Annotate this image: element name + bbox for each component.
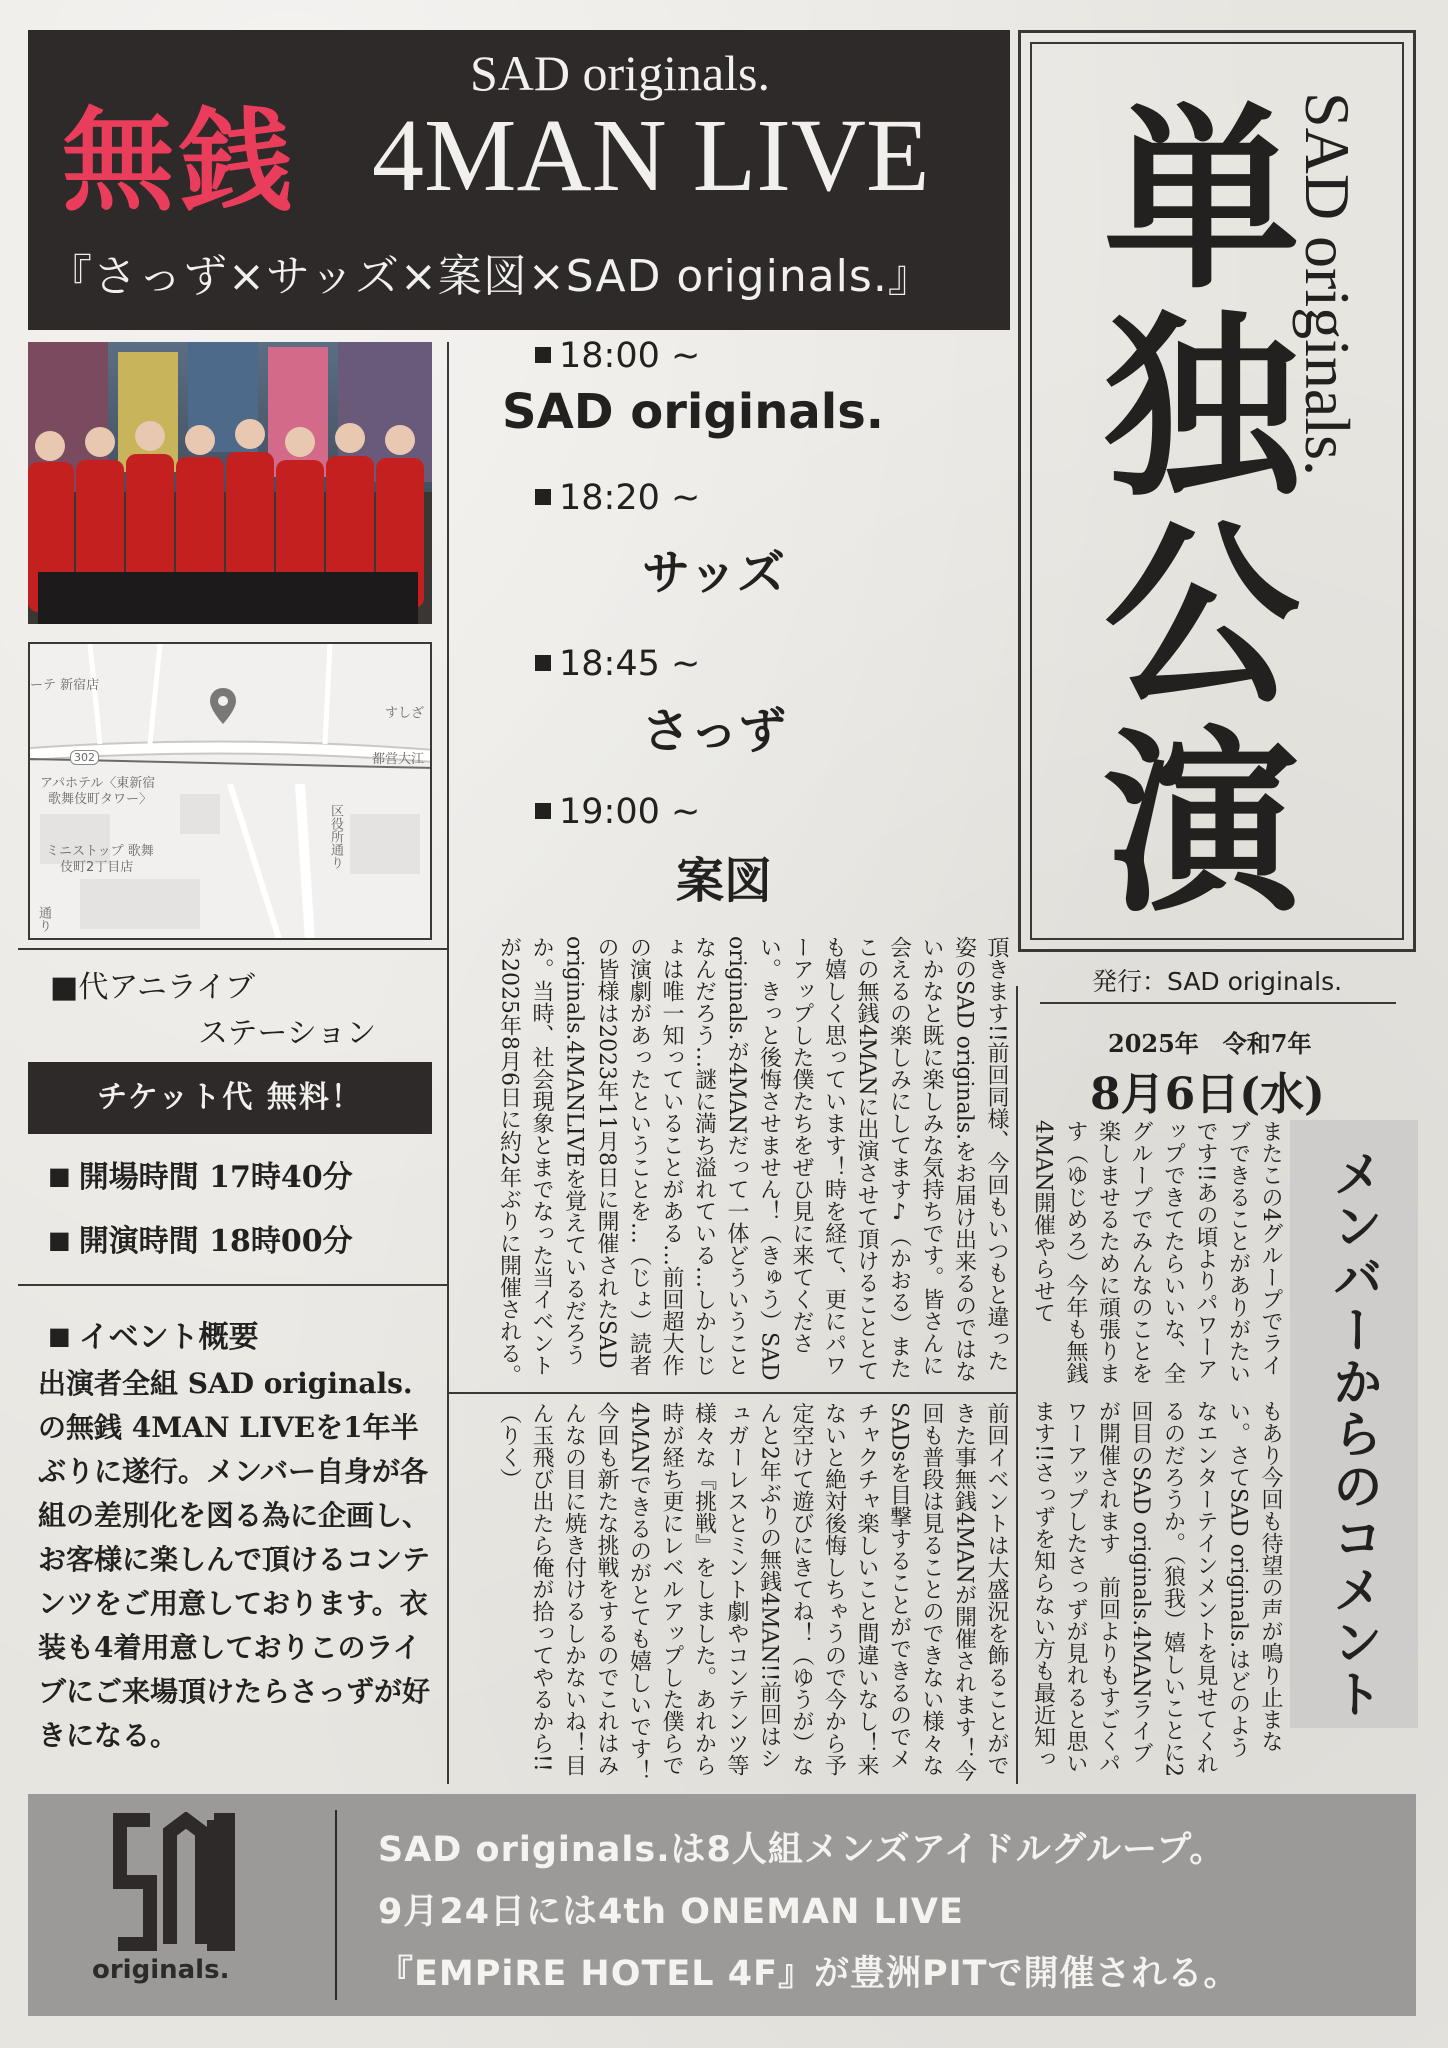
map-label-store: ーテ 新宿店 (30, 678, 100, 693)
footer-divider (335, 1810, 337, 2000)
timetable-act-4: 案図 (676, 853, 773, 909)
column-rule-left (447, 342, 449, 1784)
article-column-lower: 前回イベントは大盛況を飾ることができた事無銭4MANが開催されます！今回も普段は見ることのできない様々なSADsを目撃することができるのでメチャクチャ楽しいこと間違いなし！来ないと絶対後悔しちゃうので今から予定空けて遊びにきてね！（ゆうが）なんと2年ぶりの無銭4MAN!!前回はシュガーレスとミント劇やコンテンツ等様々な『挑戦』をしました。あれから時が経ち更にレベルアップした僕らで4MANできるのがとても嬉しいです！今回も新たな挑戦をするのでこれはみんなの目に焼き付けるしかないね！目ん玉飛び出たら俺が拾ってやるから!!（りく） (496, 1402, 1009, 1782)
map-label-ministop: ミニストップ 歌舞 (46, 844, 154, 859)
map-pin-icon[interactable] (210, 688, 236, 724)
map-label-street: 都営大江 (372, 752, 425, 767)
article-column-right-lower: もあり今回も待望の声が鳴り止まない。さてSAD originals.はどのようなエンターテインメントを見せてくれるのだろうか。（狼我）嬉しいことに2回目のSAD originals.4MANライブが開催されます 前回よりもすごくパワーアップしたさっずが見れると思います!!さっずを知らない方も最近知っ (1030, 1400, 1283, 1777)
timetable-act-1: SAD originals. (502, 384, 885, 440)
venue-name: ■代アニライブ (50, 970, 256, 1005)
overview-title: ■ イベント概要 (48, 1312, 259, 1356)
timetable-time-3: 18:45 ~ (535, 644, 700, 684)
date-rule (1040, 1002, 1396, 1004)
footer-line-3: 『EMPiRE HOTEL 4F』が豊洲PITで開催される。 (378, 1954, 1240, 1994)
footer-line-2: 9月24日には4th ONEMAN LIVE (378, 1892, 964, 1932)
map-label-ministop-2: 伎町2丁目店 (60, 860, 134, 875)
timetable-time-1: 18:00 ~ (535, 336, 700, 376)
ticket-price-badge: チケット代 無料！ (28, 1062, 432, 1134)
column-rule-right (1016, 986, 1018, 1784)
timetable-time-2: 18:20 ~ (535, 478, 700, 518)
issue-year: 2025年 令和7年 (1108, 1029, 1312, 1058)
lineup-text: 『さっず×サッズ×案図×SAD originals.』 (48, 251, 933, 302)
map-label-hotel: アパホテル〈東新宿 (40, 776, 156, 791)
footer-line-1: SAD originals.は8人組メンズアイドルグループ。 (378, 1830, 1226, 1870)
footer-logo-text: originals. (92, 1955, 230, 1985)
overview-rule (18, 1284, 448, 1286)
free-label: 無銭 (62, 96, 298, 227)
map-label-hotel-2: 歌舞伎町タワー〉 (48, 792, 153, 807)
timetable-act-3: さっず (642, 703, 787, 759)
overview-body: 出演者全組 SAD originals.の無銭 4MAN LIVEを1年半ぶりに遂行。メンバー自身が各組の差別化を図る為に企画し、お客様に楽しんで頂けるコンテンツをご用意しております。衣装も4着用意しておりこのライブにご来場頂けたらさっずが好きになる。 (38, 1367, 431, 1752)
comments-title: メンバーからのコメント (1325, 1148, 1383, 1720)
group-photo (28, 342, 432, 624)
article-column-upper: 頂きます!!前回同様、今回もいつもと違った姿のSAD originals.をお届け出来るのではないかなと既に楽しみな気持ちです。皆さんに会えるの楽しみにしてます♪（かおる）またこの無銭4MANに出演させて頂けることとても嬉しく思っています！時を経て、更にパワーアップした僕たちをぜひ見に来てください。きっと後悔させません！（きゅう）SAD originals.が4MANだって一体どういうことなんだろう…謎に満ち溢れている…しかしじょは唯一知っていることがある…前回超大作の演劇があったということを…（じょ）読者の皆様は2023年11月8日に開催されたSAD originals.4MANLIVEを覚えているだろうか。当時、社会現象とまでなった当イベントが2025年8月6日に約2年ぶりに開催される。 (496, 936, 1009, 1386)
masthead-headline: 単独公演 (1071, 96, 1299, 928)
sad-logo-icon (110, 1812, 236, 1954)
start-time: ■ 開演時間 18時00分 (48, 1216, 353, 1260)
open-time: ■ 開場時間 17時40分 (48, 1152, 353, 1196)
publisher: 発行：SAD originals. (1092, 967, 1343, 996)
venue-name-2: ステーション (198, 1016, 377, 1051)
map-label-sushi: すしざ (385, 706, 425, 721)
title-subtitle: SAD originals. (470, 45, 770, 101)
page-title: 4MAN LIVE (372, 98, 930, 213)
timetable-time-4: 19:00 ~ (535, 792, 700, 832)
group-photo-illustration (28, 342, 432, 624)
map-route-badge: 302 (70, 750, 99, 765)
info-rule (18, 948, 448, 950)
article-column-right: またこの4グループでライブできることがありがたいです!!あの頃よりパワーアップできてたらいいな、全グループでみんなのことを楽しませるために頑張ります（ゆじめろ）今年も無銭4MAN開催やらせて (1030, 1120, 1283, 1384)
issue-date: 8月6日(水) (1090, 1069, 1325, 1120)
venue-map[interactable] (28, 642, 432, 940)
map-label-kuyakusho: 区役所通り (328, 804, 343, 869)
article-rule (447, 1392, 1017, 1394)
masthead-group-name: SAD originals. (1292, 92, 1363, 476)
timetable-act-2: サッズ (642, 545, 786, 601)
map-label-dori: 通り (36, 906, 51, 932)
